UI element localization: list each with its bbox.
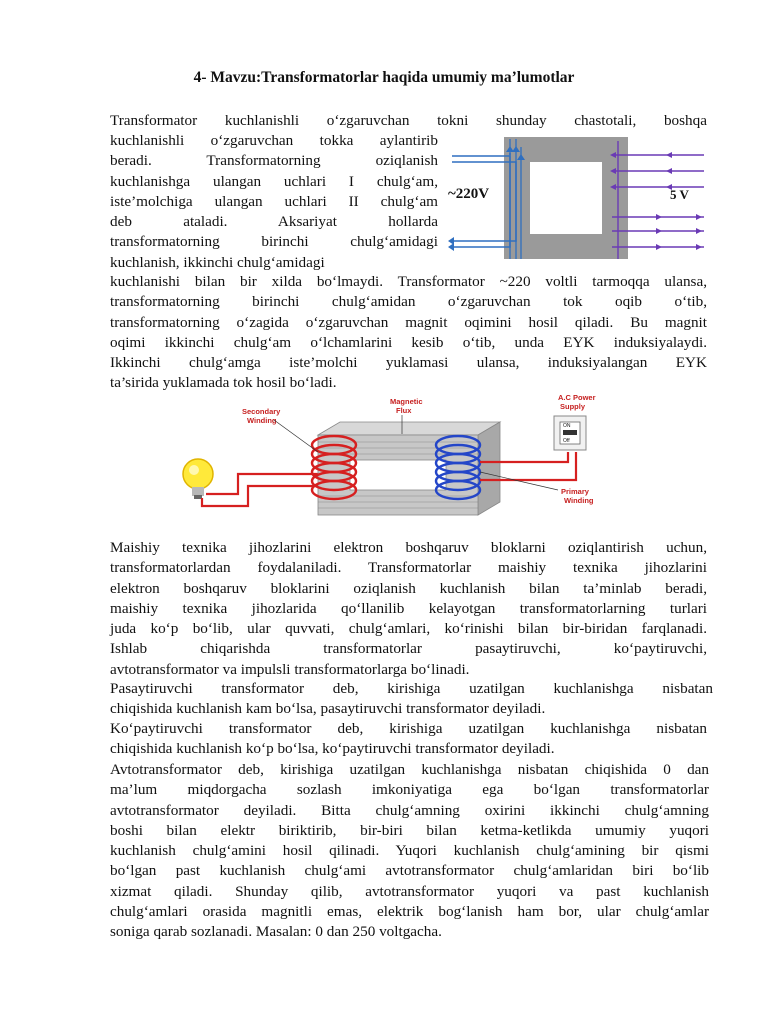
text-line: iste’molchiga ulangan uchlari II chulg‘am [110,192,438,210]
transformer-core [504,137,628,259]
output-voltage-label: 5 V [670,187,689,202]
text-line: chiqishida kuchlanish ko‘p bo‘lsa, ko‘paytiruvchi transformator deyiladi. [110,740,555,758]
paragraph-household-transformers [110,538,707,680]
text-line: avtotransformator va impulsli transformatorlarga bo‘linadi. [110,660,470,678]
text-line: Pasaytiruvchi transformator deb, kirishiga uzatilgan kuchlanishga nisbatan [110,680,713,697]
text-line: ma’lum miqdorgacha sozlash imkoniyatiga ega bo‘lgan transformatorlar [110,781,709,799]
text-line: Ikkinchi chulg‘amga iste’molchi yuklamasi ulansa, induksiyalangan EYK [110,354,707,372]
text-line: transformatorlardan foydalaniladi. Transformatorlar maishiy texnika jihozlarini [110,559,707,577]
transformer-diagram [446,135,708,265]
paragraph-step-down [110,679,713,720]
text-line: transformatorning o‘zagida o‘zgaruvchan magnit oqimini hosil qiladi. Bu magnit [110,313,707,331]
text-line: deb ataladi. Aksariyat hollarda [110,213,438,231]
text-line: kuchlanish chulg‘amini hosil qilinadi. Yuqori kuchlanish chulg‘amining bir qismi [110,842,709,860]
text-line: Ko‘paytiruvchi transformator deb, kirishiga uzatilgan kuchlanishga nisbatan [110,720,707,737]
text-line: kuchlanishli o‘zgaruvchan tokka aylantirib [110,132,438,149]
paragraph-intro-continued [110,272,707,394]
text-line: juda ko‘p bo‘lib, ular quvvati, chulg‘amlari, ko‘rinishi bilan bir-biridan farqlanadi. [110,620,707,638]
text-line: oqimi ikkinchi chulg‘am o‘lchamlarini kesib o‘tib, unda EYK induksiyalaydi. [110,333,707,351]
power-supply-box [554,416,586,450]
text-line: chulg‘amlari orasida magnitli emas, elektrik bog‘lanish ham bor, ular chulg‘amlar [110,903,709,921]
text-line: avtotransformator deyiladi. Bitta chulg‘amning oxirini ikkinchi chulg‘amning [110,801,709,819]
secondary-wires [202,474,323,506]
text-line: boshi bilan elektr biriktirib, bir-biri bilan ketma-ketlikda umumiy yuqori [110,821,709,839]
text-line: maishiy texnika jihozlarida qo‘llanilib kelayotgan transformatorlarning turlari [110,599,707,617]
text-line: ta’sirida yuklamada tok hosil bo‘ladi. [110,374,337,392]
magnetic-flux-label: Magnetic Flux [390,397,423,415]
paragraph-intro-wrapped [110,131,438,273]
text-line: beradi. Transformatorning oziqlanish [110,152,438,170]
transformer-3d-illustration [158,390,608,525]
switch-off-label: Off [563,438,570,444]
text-line: transformatorning birinchi chulg‘amidan o‘zgaruvchan tok oqib o‘tib, [110,293,707,311]
text-line: Transformator kuchlanishli o‘zgaruvchan tokni shunday chastotali, boshqa [110,112,707,129]
page-title: 4- Mavzu:Transformatorlar haqida umumiy ma’lumotlar [193,69,575,86]
primary-winding-label: Primary Winding [561,487,594,505]
text-line: kuchlanishi bilan bir xilda bo‘lmaydi. Transformator ~220 voltli tarmoqqa ulansa, [110,273,707,290]
switch-on-label: ON [563,423,571,429]
text-line: Maishiy texnika jihozlarini elektron boshqaruv bloklarni oziqlantirish uchun, [110,539,707,556]
secondary-winding-label: Secondary Winding [242,407,281,425]
power-supply-label: A.C Power Supply [558,393,596,411]
input-voltage-label: ~220V [448,186,490,202]
text-line: elektron boshqaruv bloklarini oziqlanish kuchlanish bilan ta’minlab beradi, [110,579,707,597]
text-line: bo‘lgan past kuchlanish chulg‘ami avtotransformator chulg‘amlaridan biri bo‘lib [110,862,709,880]
text-line: transformatorning birinchi chulg‘amidagi [110,233,438,251]
text-line: Ishlab chiqarishda transformatorlar pasaytiruvchi, ko‘paytiruvchi, [110,640,707,658]
paragraph-step-up [110,719,707,760]
secondary-pointer [274,420,318,452]
text-line: Avtotransformator deb, kirishiga uzatilgan kuchlanishga nisbatan chiqishida 0 dan [110,761,709,778]
text-line: kuchlanish, ikkinchi chulg‘amidagi [110,253,325,271]
paragraph-intro-first-line [110,111,707,131]
text-line: soniga qarab sozlanadi. Masalan: 0 dan 250 voltgacha. [110,923,442,941]
paragraph-autotransformer [110,760,709,943]
text-line: kuchlanishga ulangan uchlari I chulg‘am, [110,172,438,190]
text-line: xizmat qiladi. Shunday qilib, avtotransformator yuqori va past kuchlanish [110,882,709,900]
text-line: chiqishida kuchlanish kam bo‘lsa, pasaytiruvchi transformator deyiladi. [110,700,546,718]
